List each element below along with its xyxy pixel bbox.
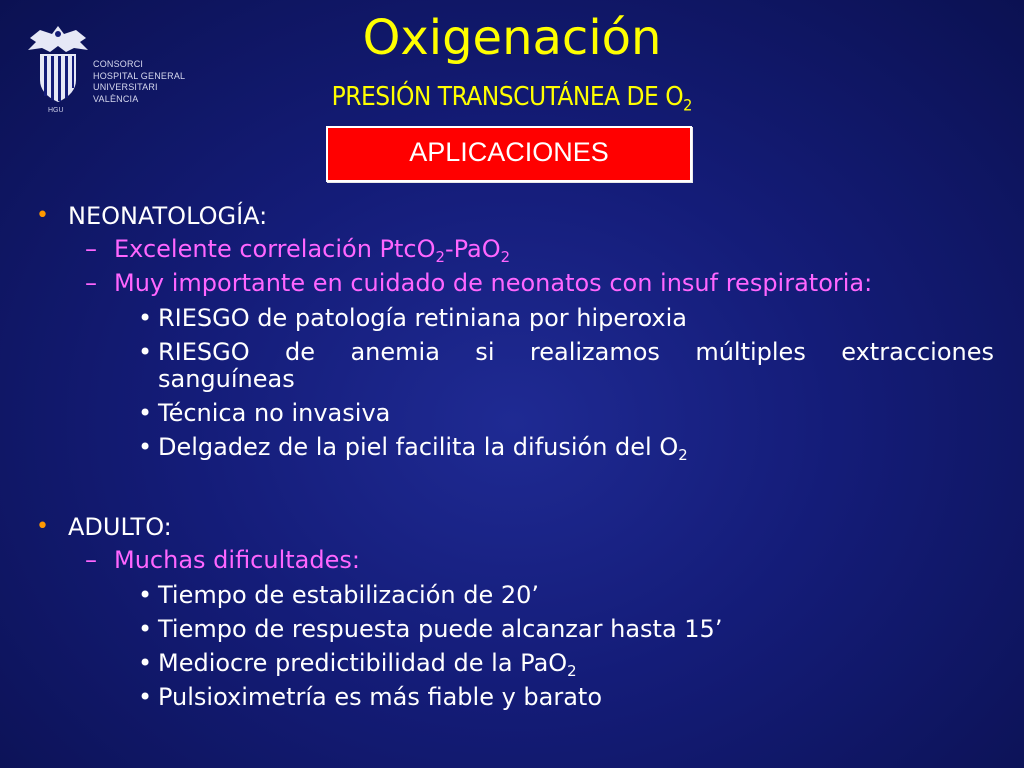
section-heading-neonatologia: NEONATOLOGÍA: [68,202,268,230]
subscript: 2 [567,662,577,681]
logo-initials: HGU [48,107,64,114]
dash-icon: – [85,235,97,263]
dot-icon: • [138,433,153,461]
logo-line: UNIVERSITARI [93,82,158,92]
subscript: 2 [678,446,688,465]
dash-icon: – [85,546,97,574]
aplicaciones-box: APLICACIONES [326,126,692,182]
neo-point-anemia: RIESGO de anemia si realizamos múltiples extracciones [158,338,994,366]
dot-icon: • [138,615,153,643]
logo-line: VALÈNCIA [93,93,139,104]
neo-item-cuidado: Muy importante en cuidado de neonatos con insuf respiratoria: [114,269,873,297]
bullet-icon: • [36,203,49,228]
item-text: Delgadez de la piel facilita la difusión del O [158,433,679,461]
subtitle-text: PRESIÓN TRANSCUTÁNEA DE O [331,82,684,112]
adult-point-pulsioximetria: Pulsioximetría es más fiable y barato [158,683,603,711]
section-heading-adulto: ADULTO: [68,513,172,541]
neo-point-retiniana: RIESGO de patología retiniana por hiperoxia [158,304,687,332]
dot-icon: • [138,338,153,366]
neo-point-delgadez [158,433,994,465]
item-text: Mediocre predictibilidad de la PaO [158,649,568,677]
adult-point-respuesta: Tiempo de respuesta puede alcanzar hasta 15’ [158,615,723,643]
slide-title: Oxigenación [362,10,662,66]
logo-line: HOSPITAL GENERAL [93,70,186,81]
neo-point-anemia-cont: sanguíneas [158,365,295,393]
adult-item-dificultades: Muchas dificultades: [114,546,360,574]
dash-icon: – [85,269,97,297]
neo-point-tecnica: Técnica no invasiva [158,399,391,427]
dot-icon: • [138,683,153,711]
dot-icon: • [138,304,153,332]
subtitle-subscript: 2 [683,95,693,115]
bullet-icon: • [36,514,49,539]
dot-icon: • [138,581,153,609]
item-text: -PaO [444,235,501,263]
dot-icon: • [138,649,153,677]
dot-icon: • [138,399,153,427]
neo-item-correlacion [114,234,511,267]
subscript: 2 [500,248,511,267]
adult-point-predictibilidad [158,649,994,681]
adult-point-estabilizacion: Tiempo de estabilización de 20’ [158,581,540,609]
logo-line: CONSORCI [93,59,144,69]
subscript: 2 [435,248,445,267]
item-text: Excelente correlación PtcO [114,235,436,263]
